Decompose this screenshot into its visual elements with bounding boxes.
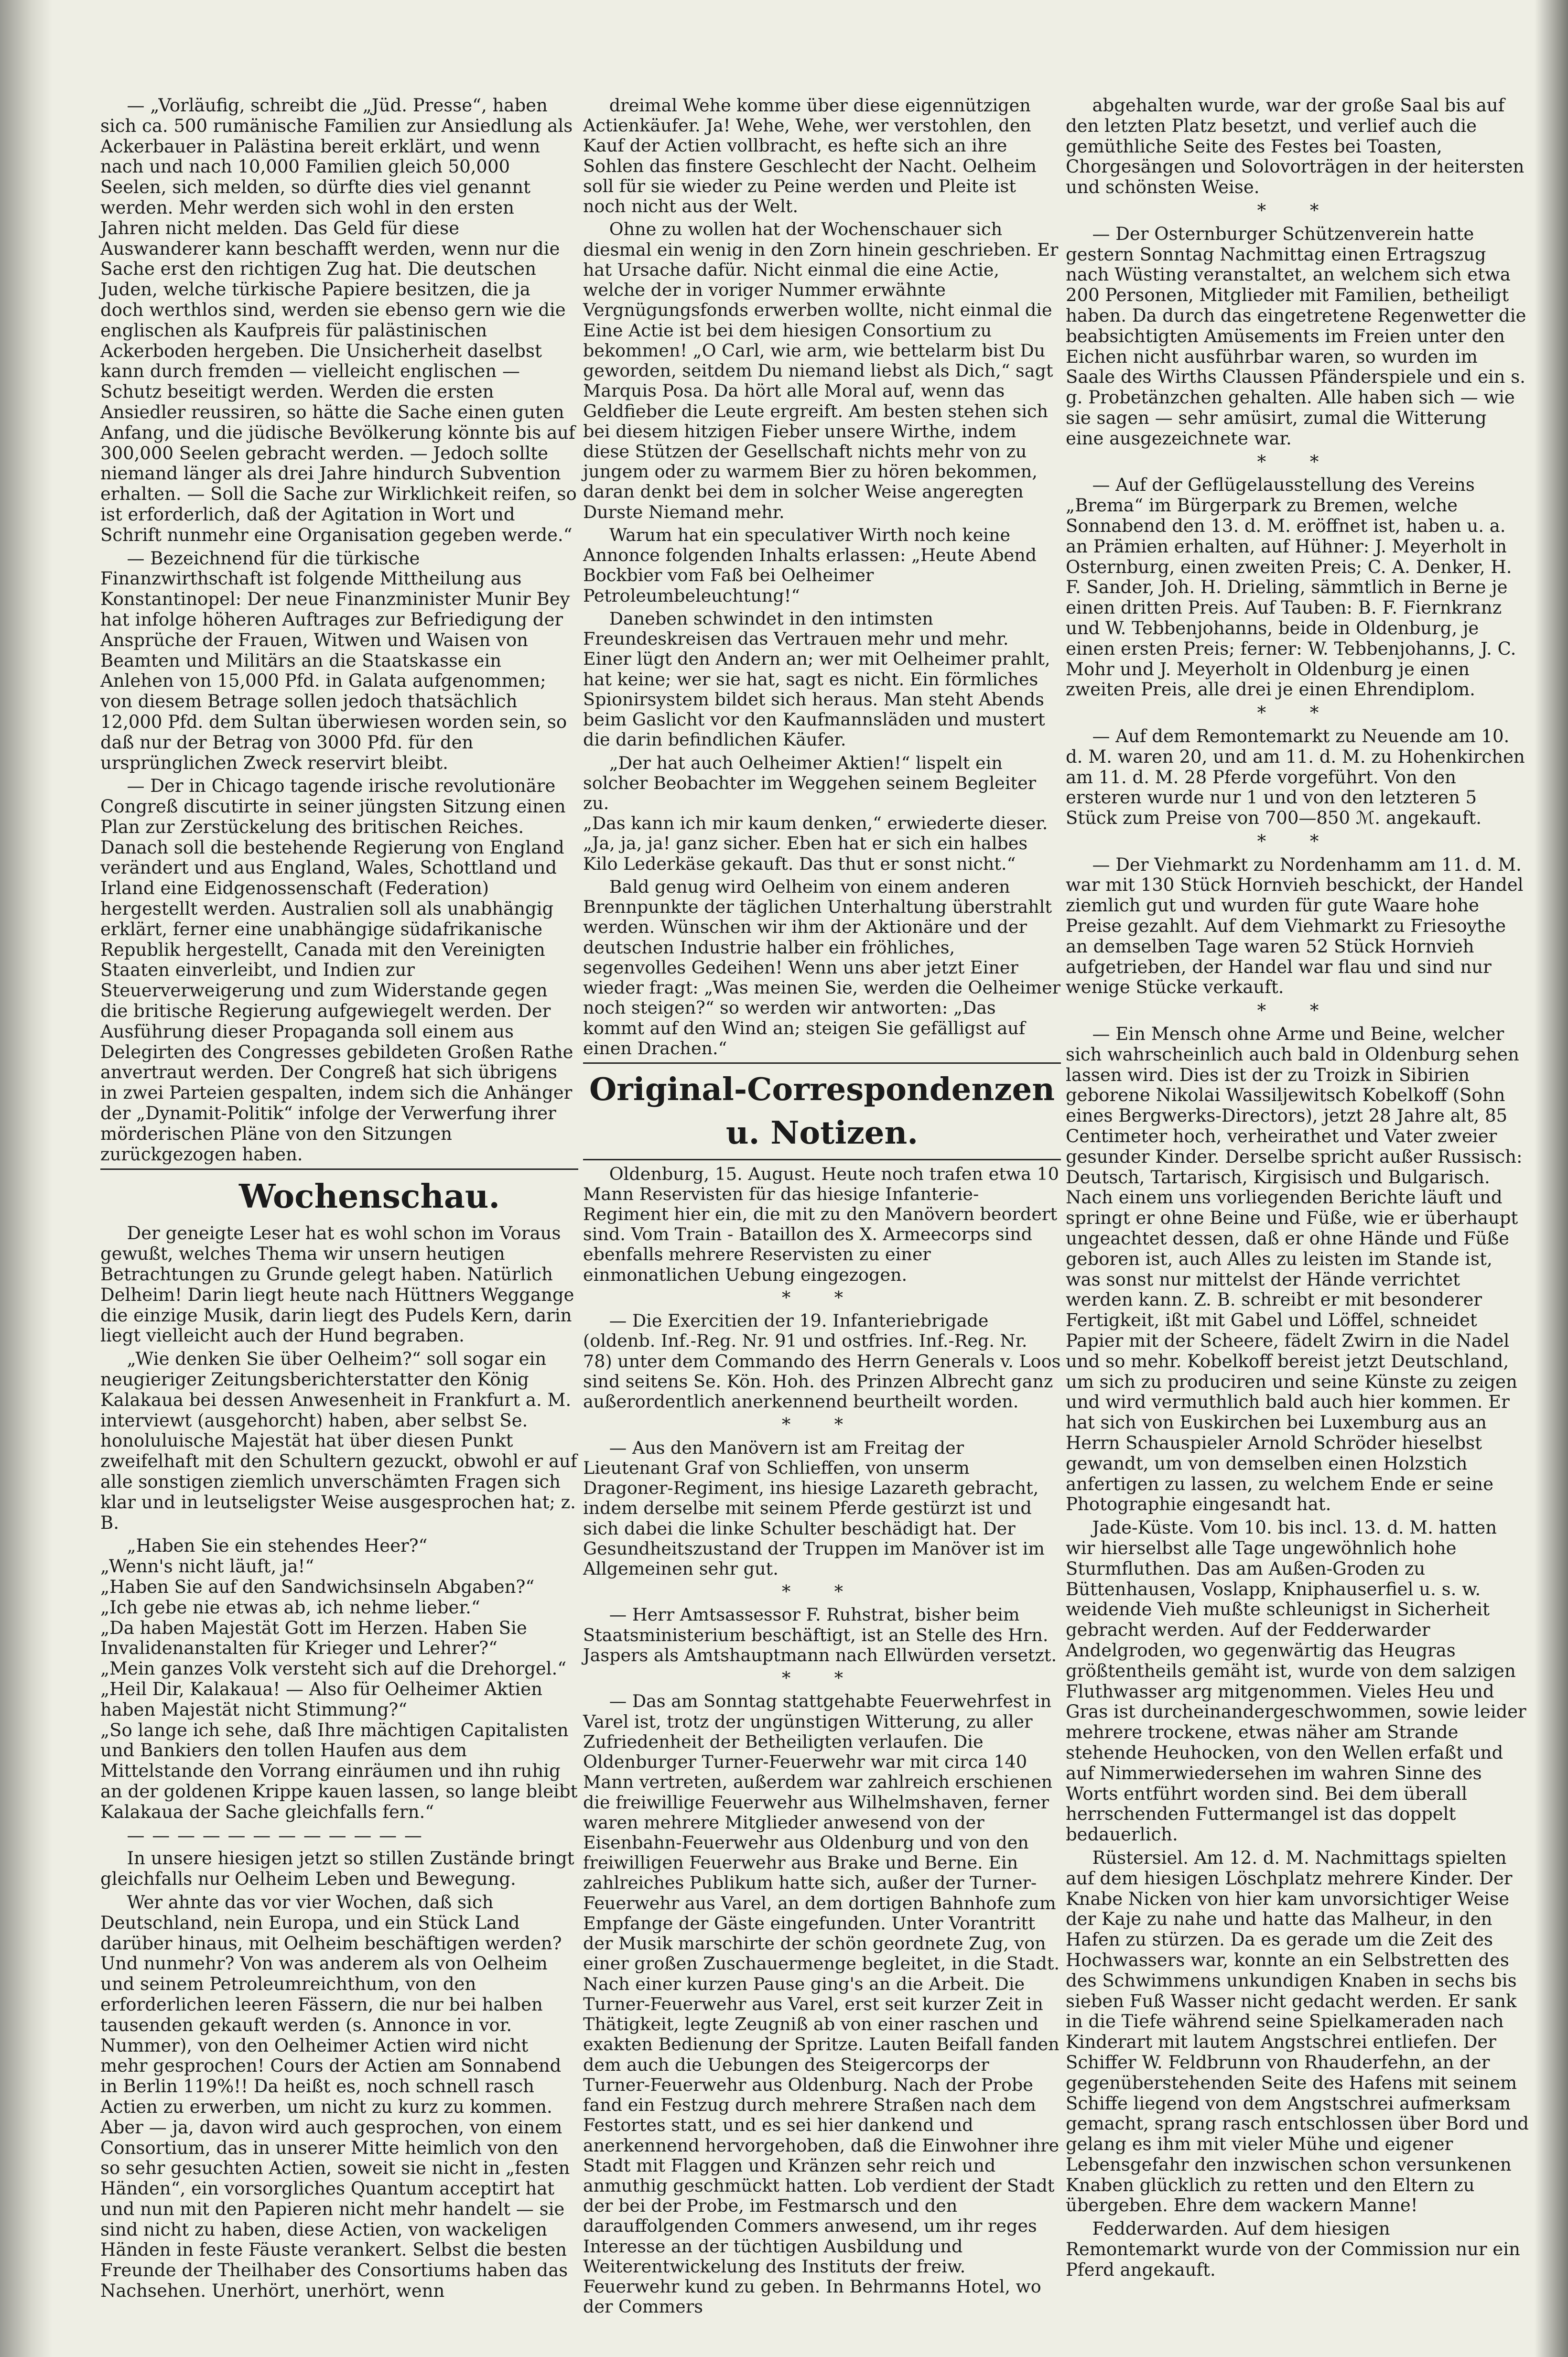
article-tuerkische-finanzwirthschaft: — Bezeichnend für die türkische Finanzwirthschaft ist folgende Mittheilung aus Konstantinopel: Der neue Finanzminister Munir Bey hat infolge höheren Auftrages zur Befriedigung der Ansprüche der Frauen, Witwen und Waisen von Beamten und Militärs an die Staatskasse ein Anlehen von 15,000 Pfd. in Galata aufgenommen; von diesem Betrage sollen jedoch thatsächlich 12,000 Pfd. dem Sultan überwiesen worden sein, so daß nur der Betrag von 3000 Pfd. für den ursprünglichen Zweck reservirt bleibt. bbox=[100, 548, 570, 773]
notice-manoevern: — Aus den Manövern ist am Freitag der Lieutenant Graf von Schlieffen, von unserm Dragoner-Regiment, ins hiesige Lazareth gebracht, indem derselbe mit seinem Pferde gestürzt ist und sich dabei die linke Schulter beschädigt hat. Der Gesundheitszustand der Truppen im Manöver ist im Allgemeinen sehr gut. bbox=[583, 1437, 1045, 1579]
dash-separator: — — — — — — — — — — — — bbox=[127, 1825, 423, 1846]
asterisk-separator: * * bbox=[1257, 831, 1338, 852]
divider bbox=[583, 1159, 1061, 1160]
article-chicago-congress: — Der in Chicago tagende irische revolutionäre Congreß discutirte in seiner jüngsten Sitzung einen Plan zur Zerstückelung des britischen Reiches. Danach soll die bestehende Regierung von England verändert und aus England, Wales, Schottland und Irland eine Eidgenossenschaft (Federation) hergestellt werden. Australien soll als unabhängig erklärt, ferner eine unabhängige südafrikanische Republik hergestellt, Canada mit den Vereinigten Staaten einverleibt, und Indien zur Steuerverweigerung und zum Widerstande gegen die britische Regierung aufgewiegelt werden. Der Ausführung dieser Propaganda soll einem aus Delegirten des Congresses gebildeten Großen Rathe anvertraut werden. Der Congreß hat sich übrigens in zwei Parteien gespalten, indem sich die Anhänger der „Dynamit-Politik“ infolge der Verwerfung ihrer mörderischen Pläne von den Sitzungen zurückgezogen haben. bbox=[100, 776, 573, 1165]
wochenschau-oelheim: Wer ahnte das vor vier Wochen, daß sich Deutschland, nein Europa, und ein Stück Land darüber hinaus, mit Oelheim beschäftigen werden? Und nunmehr? Von was anderem als von Oelheim und seinem Petroleumreichthum, von den erforderlichen leeren Fässern, die nur bei halben tausenden gekauft werden (s. Annonce in vor. Nummer), von den Oelheimer Actien wird nicht mehr gesprochen! Cours der Actien am Sonnabend in Berlin 119%!! Da heißt es, noch schnell rasch Actien zu erwerben, um nicht zu kurz zu kommen. Aber — ja, davon wird auch gesprochen, von einem Consortium, das in unserer Mitte heimlich von den so sehr gesuchten Actien, soweit sie nicht in „festen Händen“, ein vorsorgliches Quantum acceptirt hat und nun mit den Papieren nicht mehr handelt — sie sind nicht zu haben, diese Actien, von wackeligen Händen in feste Fäuste verankert. Selbst die besten Freunde der Theilhaber des Consortiums haben das Nachsehen. Unerhört, unerhört, wenn bbox=[100, 1892, 570, 2302]
section-heading-wochenschau: Wochenschau. bbox=[239, 1178, 500, 1216]
notice-feuerwehrfest: — Das am Sonntag stattgehabte Feuerwehrfest in Varel ist, trotz der ungünstigen Witterung, zu aller Zufriedenheit der Betheiligten verlaufen. Die Oldenburger Turner-Feuerwehr war mit circa 140 Mann vertreten, außerdem war zahlreich erschienen die freiwillige Feuerwehr aus Wilhelmshaven, ferner waren mehrere Mitglieder anwesend von der Eisenbahn-Feuerwehr aus Oldenburg und von den freiwilligen Feuerwehr aus Brake und Berne. Ein zahlreiches Publikum hatte sich, außer der Turner-Feuerwehr aus Varel, an dem dortigen Bahnhofe zum Empfange der Gäste eingefunden. Unter Vorantritt der Musik marschirte der schön geordnete Zug, von einer großen Zuschauermenge begleitet, in die Stadt. Nach einer kurzen Pause ging's an die Arbeit. Die Turner-Feuerwehr aus Varel, erst seit kurzer Zeit in Thätigkeit, legte Zeugniß ab von einer raschen und exakten Bedienung der Spritze. Lauten Beifall fanden dem auch die Uebungen des Steigercorps der Turner-Feuerwehr aus Oldenburg. Nach der Probe fand ein Festzug durch mehrere Straßen nach dem Festortes statt, und es sei hier dankend und anerkennend hervorgehoben, daß die Einwohner ihre Stadt mit Flaggen und Kränzen sehr reich und anmuthig geschmückt hatten. Lob verdient der Stadt der bei der Probe, im Festmarsch und den darauffolgenden Commers anwesend, um ihr reges Interesse an der tüchtigen Ausbildung und Weiterentwickelung des Instituts der freiw. Feuerwehr kund zu geben. In Behrmanns Hotel, wo der Commers bbox=[583, 1691, 1060, 2317]
notice-viehmarkt: — Der Viehmarkt zu Nordenhamm am 11. d. M. war mit 130 Stück Hornvieh beschickt, der Handel ziemlich gut und wurden für gute Waare hohe Preise gezahlt. Auf dem Viehmarkt zu Friesoythe an demselben Tage waren 52 Stück Hornvieh aufgetrieben, der Handel war flau und sind nur wenige Stücke verkauft. bbox=[1066, 854, 1524, 998]
notice-gefluegelausstellung: — Auf der Geflügelausstellung des Vereins „Brema“ im Bürgerpark zu Bremen, welche Sonnabend den 13. d. M. eröffnet ist, haben u. a. an Prämien erhalten, auf Hühner: J. Meyerholt in Osternburg, einen zweiten Preis; C. A. Denker, H. F. Sander, Joh. H. Drieling, sämmtlich in Berne je einen dritten Preis. Auf Tauben: B. F. Fiernkranz und W. Tebbenjohanns, beide in Oldenburg, je einen ersten Preis; ferner: W. Tebbenjohanns, J. C. Mohr und J. Meyerholt in Oldenburg je einen zweiten Preis, alle drei je einen Ehrendiplom. bbox=[1066, 475, 1516, 700]
notice-ruestersiel: Rüstersiel. Am 12. d. M. Nachmittags spielten auf dem hiesigen Löschplatz mehrere Kinder. Der Knabe Nicken von hier kam unvorsichtiger Weise der Kaje zu nahe und hatte das Malheur, in den Hafen zu stürzen. Da es gerade um die Zeit des Hochwassers war, konnte an ein Selbstretten des des Schwimmens unkundigen Knaben in sechs bis sieben Fuß Wasser nicht gedacht werden. Er sank in die Tiefe während seine Spielkameraden nach Kinderart mit lautem Angstschrei entliefen. Der Schiffer W. Feldbrunn von Rhauderfehn, an der gegenüberstehenden Seite des Hafens mit seinem Schiffe liegend von dem Angstschrei aufmerksam gemacht, sprang rasch entschlossen über Bord und gelang es ihm mit vieler Mühe und eigener Lebensgefahr den inzwischen schon versunkenen Knaben glücklich zu retten und den Eltern zu übergeben. Ehre dem wackern Manne! bbox=[1066, 1847, 1529, 2216]
asterisk-separator: * * bbox=[781, 1287, 863, 1308]
asterisk-separator: * * bbox=[1257, 451, 1338, 472]
column-left bbox=[100, 96, 578, 2304]
notice-mensch-ohne-arme: — Ein Mensch ohne Arme und Beine, welcher sich wahrscheinlich auch bald in Oldenburg sehen lassen wird. Dies ist der zu Troizk in Sibirien geborene Nikolai Wassiljewitsch Kobelkoff (Sohn eines Bergwerks-Directors), jetzt 28 Jahre alt, 85 Centimeter hoch, verheirathet und Vater zweier gesunder Kinder. Derselbe spricht außer Russisch: Deutsch, Tartarisch, Kirgisisch und Bulgarisch. Nach einem uns vorliegenden Berichte läuft und springt er ohne Beine und Füße, wie er überhaupt ungeachtet dessen, daß er ohne Hände und Füße geboren ist, auch Alles zu leisten im Stande ist, was sonst nur mittelst der Hände verrichtet werden kann. Z. B. schreibt er mit besonderer Fertigkeit, ißt mit Gabel und Löffel, schneidet Papier mit der Scheere, fädelt Zwirn in die Nadel und so mehr. Kobelkoff bereist jetzt Deutschland, um sich zu produciren und seine Künste zu zeigen und wird vermuthlich bald auch hier kommen. Er hat sich von Euskirchen bei Luxemburg aus an Herrn Schauspieler Arnold Schröder hieselbst gewandt, um von demselben einen Holzstich anfertigen zu lassen, zu welchem Ende er seine Photographie eingesandt hat. bbox=[1066, 1024, 1523, 1515]
article-palaestina: — „Vorläufig, schreibt die „Jüd. Presse“, haben sich ca. 500 rumänische Familien zur Ansiedlung als Ackerbauer in Palästina bereit erklärt, und wenn nach und nach 10,000 Familien gleich 50,000 Seelen, sich melden, so dürfte dies viel genannt werden. Mehr werden sich wohl in den ersten Jahren nicht melden. Das Geld für diese Auswanderer kann beschafft werden, wenn nur die Sache erst den richtigen Zug hat. Die deutschen Juden, welche türkische Papiere besitzen, die ja doch werthlos sind, werden sie ebenso gern wie die englischen als Kaufpreis für palästinischen Ackerboden hergeben. Die Unsicherheit daselbst kann durch fremden — vielleicht englischen — Schutz beseitigt werden. Werden die ersten Ansiedler reussiren, so hätte die Sache einen guten Anfang, und die jüdische Bevölkerung könnte bis auf 300,000 Seelen gebracht werden. — Jedoch sollte niemand länger als drei Jahre hindurch Subvention erhalten. — Soll die Sache zur Wirklichkeit reifen, so ist erforderlich, daß der Agitation in Wort und Schrift nunmehr eine Organisation gegeben werde.“ bbox=[100, 95, 577, 545]
wochenschau-kalakaua: „Wie denken Sie über Oelheim?“ soll sogar ein neugieriger Zeitungsberichterstatter den König Kalakaua bei dessen Anwesenheit in Frankfurt a. M. interviewt (ausgehorcht) haben, aber selbst Se. honoluluische Majestät hat über diesen Punkt zweifelhaft mit den Schultern gezuckt, obwohl er auf alle sonstigen ziemlich unverschämten Fragen sich klar und in leutseligster Weise ausgesprochen hat; z. B. bbox=[100, 1349, 577, 1533]
notice-remontemarkt: — Auf dem Remontemarkt zu Neuende am 10. d. M. waren 20, und am 11. d. M. zu Hohenkirchen am 11. d. M. 28 Pferde vorgeführt. Von den ersteren wurde nur 1 und von den letzteren 5 Stück zum Preise von 700—850 ℳ. angekauft. bbox=[1066, 725, 1525, 829]
column-middle bbox=[583, 96, 1061, 2320]
wochenschau-bockbier: Warum hat ein speculativer Wirth noch keine Annonce folgenden Inhalts erlassen: „Heute Abend Bockbier vom Faß bei Oelheimer Petroleumbeleuchtung!“ bbox=[583, 524, 1037, 606]
column-right bbox=[1066, 96, 1529, 2283]
notice-jade-kueste: Jade-Küste. Vom 10. bis incl. 13. d. M. hatten wir hierselbst alle Tage ungewöhnlich hohe Sturmfluthen. Das am Außen-Groden zu Büttenhausen, Voslapp, Kniphauserfiel u. s. w. weidende Vieh mußte schleunigst in Sicherheit gebracht werden. Auf der Fedderwarder Andelgroden, wo gegenwärtig das Heugras größtentheils gemäht ist, wurde von dem salzigen Fluthwasser arg mitgenommen. Vieles Heu und Gras ist durcheinandergeschwommen, sowie leider mehrere trockene, etwas näher am Strande stehende Heuhocken, von den Wellen erfaßt und auf Nimmerwiedersehen im wahren Sinne des Worts entführt worden sind. Bei dem überall herrschenden Futtermangel ist das doppelt bedauerlich. bbox=[1066, 1517, 1526, 1845]
divider bbox=[100, 1168, 578, 1170]
notice-ruhstrat: — Herr Amtsassessor F. Ruhstrat, bisher beim Staatsministerium beschäftigt, ist an Stelle des Hrn. Jaspers als Amtshauptmann nach Ellwürden versetzt. bbox=[583, 1604, 1057, 1665]
page-right-edge bbox=[1535, 0, 1568, 2357]
asterisk-separator: * * bbox=[1257, 200, 1338, 221]
section-heading-correspondenzen: Original-Correspondenzen u. Notizen. bbox=[589, 1071, 1055, 1152]
notice-fedderwarden: Fedderwarden. Auf dem hiesigen Remontemarkt wurde von der Commission nur ein Pferd angekauft. bbox=[1066, 2218, 1520, 2280]
wochenschau-wehe: dreimal Wehe komme über diese eigennützigen Actienkäufer. Ja! Wehe, Wehe, wer verstohlen, den Kauf der Actien vollbracht, es hefte sich an ihre Sohlen das finstere Geschlecht der Nacht. Oelheim soll für sie wieder zu Peine werden und Pleite ist noch nicht aus der Welt. bbox=[583, 95, 1037, 217]
divider bbox=[583, 1062, 1061, 1064]
wochenschau-zustaende: In unsere hiesigen jetzt so stillen Zustände bringt gleichfalls nur Oelheim Leben und Bewegung. bbox=[100, 1848, 574, 1890]
notice-oldenburg-reservisten: Oldenburg, 15. August. Heute noch trafen etwa 10 Mann Reservisten für das hiesige Infanterie-Regiment hier ein, die mit zu den Manövern beordert sind. Vom Train - Bataillon des X. Armeecorps sind ebenfalls mehrere Reservisten zu einer einmonatlichen Uebung eingezogen. bbox=[583, 1163, 1059, 1285]
wochenschau-vertrauen: Daneben schwindet in den intimsten Freundeskreisen das Vertrauen mehr und mehr. Einer lügt den Andern an; wer mit Oelheimer prahlt, hat keine; wer sie hat, sagt es nicht. Ein förmliches Spionirsystem bildet sich heraus. Man steht Abends beim Gaslicht vor den Kaufmannsläden und mustert die darin befindlichen Käufer. bbox=[583, 608, 1050, 750]
asterisk-separator: * * bbox=[781, 1668, 863, 1689]
wochenschau-dialogue: „Haben Sie ein stehendes Heer?“ „Wenn's nicht läuft, ja!“ „Haben Sie auf den Sandwichsinseln Abgaben?“ „Ich gebe nie etwas ab, ich nehme lieber.“ „Da haben Majestät Gott im Herzen. Haben Sie Invalidenanstalten für Krieger und Lehrer?“ „Mein ganzes Volk versteht sich auf die Drehorgel.“ „Heil Dir, Kalakaua! — Also für Oelheimer Aktien haben Majestät nicht Stimmung?“ „So lange ich sehe, daß Ihre mächtigen Capitalisten und Bankiers den tollen Haufen aus dem Mittelstande den Vorrang einräumen und ihn ruhig an der goldenen Krippe kauen lassen, so lange bleibt Kalakaua der Sache gleichfalls fern.“ bbox=[100, 1535, 578, 1822]
notice-exercitien: — Die Exercitien der 19. Infanteriebrigade (oldenb. Inf.-Reg. Nr. 91 und ostfries. Inf.-Reg. Nr. 78) unter dem Commando des Herrn Generals v. Loos sind seitens Se. Kön. Hoh. des Prinzen Albrecht ganz außerordentlich anerkennend beurtheilt worden. bbox=[583, 1310, 1061, 1412]
asterisk-separator: * * bbox=[781, 1414, 863, 1435]
page-left-gutter bbox=[0, 0, 53, 2357]
wochenschau-intro: Der geneigte Leser hat es wohl schon im Voraus gewußt, welches Thema wir unsern heutigen Betrachtungen zu Grunde gelegt haben. Natürlich Delheim! Darin liegt heute nach Hüttners Weggange die einzige Musik, darin liegt des Pudels Kern, darin liegt vielleicht auch der Hund begraben. bbox=[100, 1223, 574, 1346]
asterisk-separator: * * bbox=[1257, 703, 1338, 724]
notice-schuetzenverein: — Der Osternburger Schützenverein hatte gestern Sonntag Nachmittag einen Ertragszug nach Wüsting veranstaltet, an welchem sich etwa 200 Personen, Mitglieder mit Familien, betheiligt haben. Da durch das eingetretene Regenwetter die beabsichtigten Amüsements im Freien unter den Eichen nicht ausführbar waren, so wurden im Saale des Wirths Claussen Pfänderspiele und ein s. g. Probetänzchen gehalten. Alle haben sich — wie sie sagen — sehr amüsirt, zumal die Witterung eine ausgezeichnete war. bbox=[1066, 223, 1526, 449]
notice-commers: abgehalten wurde, war der große Saal bis auf den letzten Platz besetzt, und verlief auch die gemüthliche Seite des Festes bei Toasten, Chorgesängen und Solovorträgen in der heitersten und schönsten Weise. bbox=[1066, 95, 1525, 198]
asterisk-separator: * * bbox=[1257, 1000, 1338, 1021]
wochenschau-lederkaese: „Der hat auch Oelheimer Aktien!“ lispelt ein solcher Beobachter im Weggehen seinem Begleiter zu. „Das kann ich mir kaum denken,“ erwiederte dieser. „Ja, ja, ja! ganz sicher. Eben hat er sich ein halbes Kilo Lederkäse gekauft. Das thut er sonst nicht.“ bbox=[583, 752, 1048, 874]
asterisk-separator: * * bbox=[781, 1581, 863, 1602]
wochenschau-zorn: Ohne zu wollen hat der Wochenschauer sich diesmal ein wenig in den Zorn hinein geschrieben. Er hat Ursache dafür. Nicht einmal die eine Actie, welche der in voriger Nummer erwähnte Vergnügungsfonds erwerben wollte, nicht einmal die Eine Actie ist bei dem hiesigen Consortium zu bekommen! „O Carl, wie arm, wie bettelarm bist Du geworden, seitdem Du niemand liebst als Dich,“ sagt Marquis Posa. Da hört alle Moral auf, wenn das Geldfieber die Leute ergreift. Am besten stehen sich bei diesem hitzigen Fieber unsere Wirthe, indem diese Stützen der Gesellschaft nichts mehr von zu jungem oder zu warmem Bier zu hören bekommen, daran denkt bei dem in solcher Weise angeregten Durste Niemand mehr. bbox=[583, 219, 1059, 522]
wochenschau-drachen: Bald genug wird Oelheim von einem anderen Brennpunkte der täglichen Unterhaltung überstrahlt werden. Wünschen wir ihm der Aktionäre und der deutschen Industrie halber ein fröhliches, segenvolles Gedeihen! Wenn uns aber jetzt Einer wieder fragt: „Was meinen Sie, werden die Oelheimer noch steigen?“ so werden wir antworten: „Das kommt auf den Wind an; steigen Sie gefälligst auf einen Drachen.“ bbox=[583, 876, 1061, 1059]
